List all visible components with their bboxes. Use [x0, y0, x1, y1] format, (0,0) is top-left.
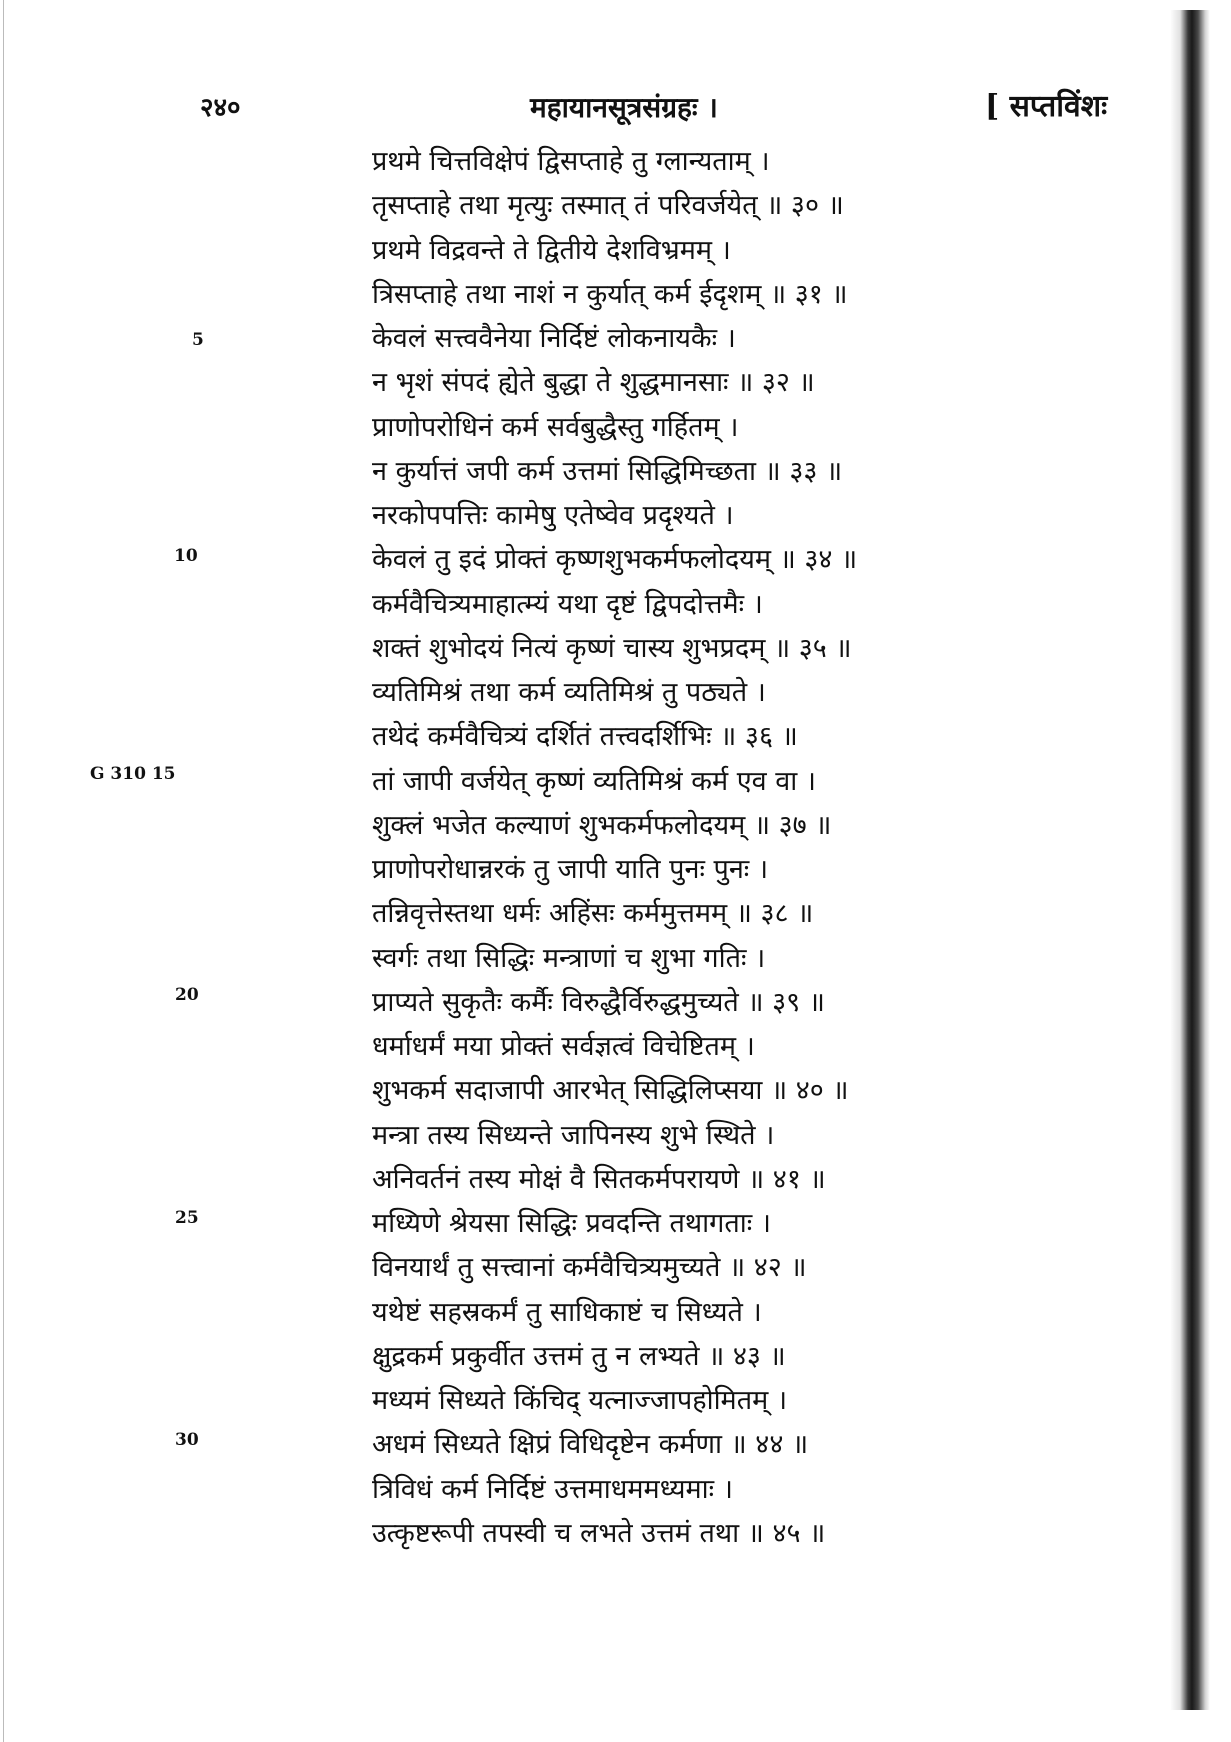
verse-line: नरकोपपत्तिः कामेषु एतेष्वेव प्रदृश्यते ।: [372, 500, 734, 531]
page-edge-line: [3, 0, 4, 1742]
verse-line: त्रिसप्ताहे तथा नाशं न कुर्यात् कर्म ईदृशम् ॥ ३१ ॥: [372, 279, 848, 310]
verse-line: मध्यिणे श्रेयसा सिद्धिः प्रवदन्ति तथागताः ।: [372, 1208, 771, 1239]
verse-line: धर्माधर्मं मया प्रोक्तं सर्वज्ञत्वं विचेष्टितम् ।: [372, 1031, 755, 1062]
line-marker-15: G 310 15: [90, 764, 176, 784]
line-marker-20: 20: [175, 985, 199, 1005]
running-title: महायानसूत्रसंग्रहः ।: [530, 91, 718, 124]
verse-line: केवलं सत्त्ववैनेया निर्दिष्टं लोकनायकैः ।: [372, 323, 736, 354]
verse-line: अनिवर्तनं तस्य मोक्षं वै सितकर्मपरायणे ॥ ४१ ॥: [372, 1164, 826, 1195]
verse-line: तृसप्ताहे तथा मृत्युः तस्मात् तं परिवर्जयेत् ॥ ३० ॥: [372, 190, 844, 221]
verse-line: प्राप्यते सुकृतैः कर्मैः विरुद्धैर्विरुद्धमुच्यते ॥ ३९ ॥: [372, 987, 825, 1018]
verse-line: प्राणोपरोधिनं कर्म सर्वबुद्धैस्तु गर्हितम् ।: [372, 412, 739, 443]
verse-line: शुक्लं भजेत कल्याणं शुभकर्मफलोदयम् ॥ ३७ ॥: [372, 810, 832, 841]
verse-line: प्रथमे विद्रवन्ते ते द्वितीये देशविभ्रमम् ।: [372, 235, 731, 266]
verse-line: शक्तं शुभोदयं नित्यं कृष्णं चास्य शुभप्रदम् ॥ ३५ ॥: [372, 633, 852, 664]
line-marker-30: 30: [175, 1430, 199, 1450]
line-marker-25: 25: [175, 1208, 199, 1228]
verse-line: प्राणोपरोधान्नरकं तु जापी याति पुनः पुनः ।: [372, 854, 769, 885]
verse-line: न भृशं संपदं ह्येते बुद्धा ते शुद्धमानसाः ॥ ३२ ॥: [372, 367, 815, 398]
verse-line: उत्कृष्टरूपी तपस्वी च लभते उत्तमं तथा ॥ ४५ ॥: [372, 1518, 826, 1549]
verse-line: व्यतिमिश्रं तथा कर्म व्यतिमिश्रं तु पठ्यते ।: [372, 677, 766, 708]
verse-line: क्षुद्रकर्म प्रकुर्वीत उत्तमं तु न लभ्यते ॥ ४३ ॥: [372, 1341, 786, 1372]
verse-line: यथेष्टं सहस्रकर्मं तु साधिकाष्टं च सिध्यते ।: [372, 1297, 762, 1328]
line-marker-10: 10: [174, 546, 198, 566]
verse-line: तन्निवृत्तेस्तथा धर्मः अहिंसः कर्ममुत्तमम् ॥ ३८ ॥: [372, 898, 814, 929]
verse-line: त्रिविधं कर्म निर्दिष्टं उत्तमाधममध्यमाः ।: [372, 1474, 733, 1505]
verse-line: न कुर्यात्तं जपी कर्म उत्तमां सिद्धिमिच्छता ॥ ३३ ॥: [372, 456, 843, 487]
verse-line: केवलं तु इदं प्रोक्तं कृष्णशुभकर्मफलोदयम् ॥ ३४ ॥: [372, 544, 858, 575]
verse-line: मध्यमं सिध्यते किंचिद् यत्नाज्जापहोमितम् ।: [372, 1385, 788, 1416]
page-number: २४०: [200, 93, 241, 123]
book-binding-shadow: [1170, 10, 1210, 1710]
verse-line: स्वर्गः तथा सिद्धिः मन्त्राणां च शुभा गतिः ।: [372, 943, 766, 974]
verse-line: तां जापी वर्जयेत् कृष्णं व्यतिमिश्रं कर्म एव वा ।: [372, 766, 817, 797]
verse-line: कर्मवैचित्र्यमाहात्म्यं यथा दृष्टं द्विपदोत्तमैः ।: [372, 589, 763, 620]
chapter-heading: [ सप्तविंशः: [985, 89, 1108, 124]
verse-line: शुभकर्म सदाजापी आरभेत् सिद्धिलिप्सया ॥ ४० ॥: [372, 1075, 849, 1106]
verse-line: विनयार्थं तु सत्त्वानां कर्मवैचित्र्यमुच्यते ॥ ४२ ॥: [372, 1252, 807, 1283]
verse-line: अधमं सिध्यते क्षिप्रं विधिदृष्टेन कर्मणा ॥ ४४ ॥: [372, 1429, 809, 1460]
verse-line: प्रथमे चित्तविक्षेपं द्विसप्ताहे तु ग्लान्यताम् ।: [372, 146, 770, 177]
verse-line: तथेदं कर्मवैचित्र्यं दर्शितं तत्त्वदर्शिभिः ॥ ३६ ॥: [372, 721, 798, 752]
line-marker-5: 5: [192, 330, 204, 350]
verse-line: मन्त्रा तस्य सिध्यन्ते जापिनस्य शुभे स्थिते ।: [372, 1120, 775, 1151]
